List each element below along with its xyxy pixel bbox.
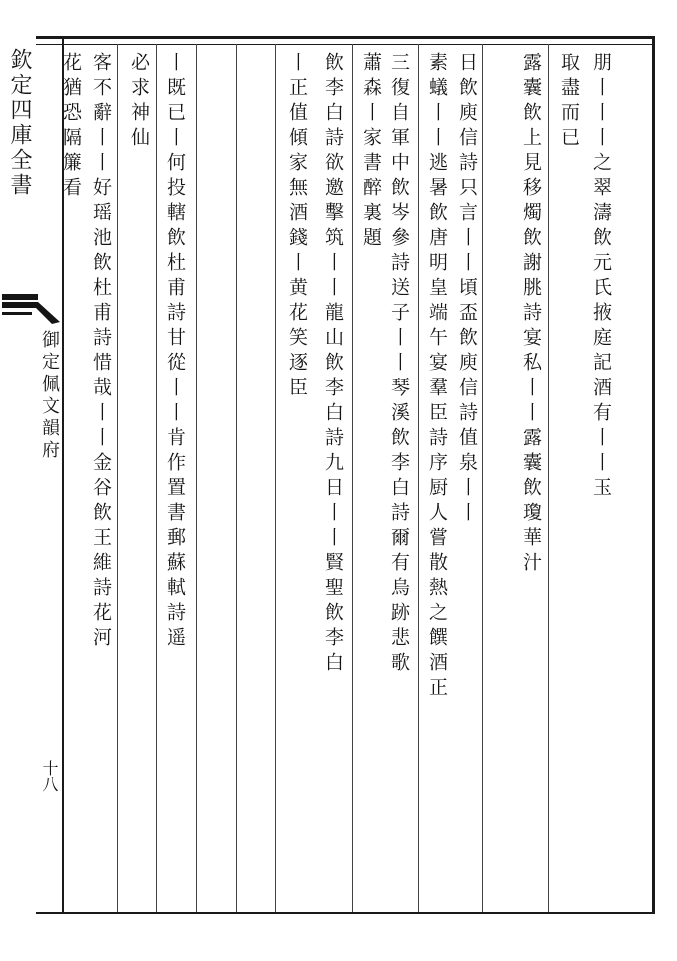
text-column-3: 露囊飲上見移燭飲謝朓詩宴私丨丨露囊飲瓊華汁 (520, 52, 542, 577)
text-column-6: 素蟻丨丨逃暑飲唐明皇端午宴羣臣詩序厨人嘗散熱之饌酒正 (426, 52, 448, 702)
column-rule (275, 44, 276, 912)
right-border (652, 36, 655, 914)
text-column-1: 朋丨丨丨之翠濤飲元氏掖庭記酒有丨丨玉 (590, 52, 612, 502)
text-column-14: 花猶恐隔簾看 (60, 52, 82, 202)
text-column-5: 日飲庾信詩只言丨丨頃盃飲庾信詩值泉丨丨 (456, 52, 478, 527)
text-column-12: 必求神仙 (128, 52, 150, 152)
text-column-7: 三復自軍中飲岑參詩送子丨丨琴溪飲李白詩爾有烏跡悲歌 (388, 52, 410, 677)
column-rule (156, 44, 157, 912)
text-column-2: 取盡而已 (558, 52, 580, 152)
column-rule (117, 44, 118, 912)
text-column-11: 丨既已丨何投轄飲杜甫詩甘從丨丨肯作置書郵蘇軾詩遥 (164, 52, 186, 652)
column-rule (482, 44, 483, 912)
collection-title: 欽定四庫全書 (7, 48, 32, 198)
text-column-10: 丨正值傾家無酒錢丨黄花笑逐臣 (286, 52, 308, 402)
top-border (36, 36, 655, 39)
page-number: 十八 (40, 760, 59, 792)
bottom-border (36, 912, 655, 914)
fish-tail-ornament-icon (2, 292, 60, 326)
text-column-8: 蕭森丨家書醉裏題 (360, 52, 382, 252)
column-rule (352, 44, 353, 912)
column-rule (418, 44, 419, 912)
book-title: 御定佩文韻府 (39, 330, 60, 462)
column-rule (548, 44, 549, 912)
column-rule (236, 44, 237, 912)
top-border-inner (36, 44, 655, 45)
text-column-9: 飲李白詩欲邀擊筑丨丨龍山飲李白詩九日丨丨賢聖飲李白 (322, 52, 344, 677)
column-rule (196, 44, 197, 912)
text-column-13: 客不辭丨丨好瑶池飲杜甫詩惜哉丨丨金谷飲王維詩花河 (90, 52, 112, 652)
